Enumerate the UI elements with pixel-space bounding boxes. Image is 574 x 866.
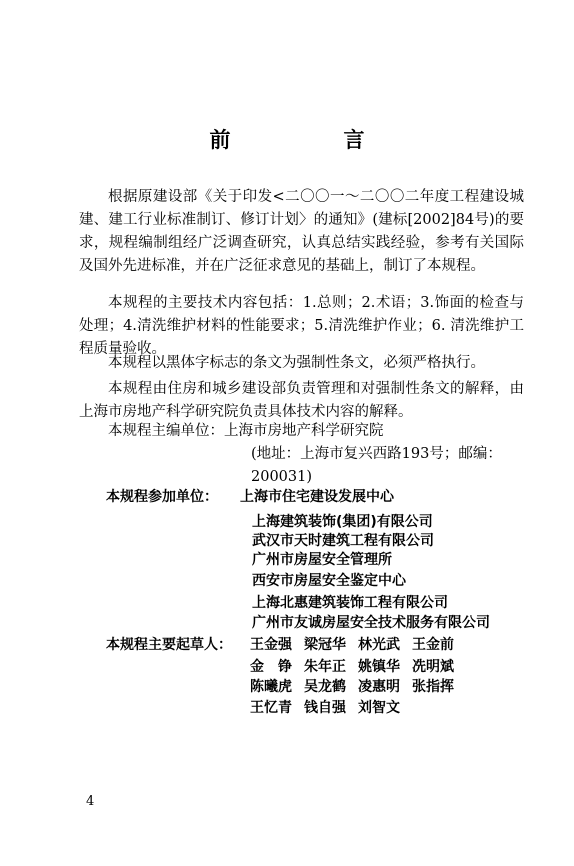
chief-editor-unit: 本规程主编单位：上海市房地产科学研究院 <box>108 423 384 439</box>
drafter-name: 冼明斌 <box>412 659 454 675</box>
drafter-name: 王金前 <box>412 637 454 653</box>
participant-item: 上海建筑装饰(集团)有限公司 <box>252 514 433 530</box>
drafter-name: 钱自强 <box>304 700 346 716</box>
page-number: 4 <box>86 794 95 809</box>
drafter-name: 林光武 <box>358 637 400 653</box>
participant-item: 西安市房屋安全鉴定中心 <box>252 573 406 589</box>
drafter-name: 刘智文 <box>358 700 400 716</box>
drafter-name: 金 铮 <box>250 659 292 675</box>
participant-item: 广州市房屋安全管理所 <box>252 552 392 568</box>
participant-item: 上海市住宅建设发展中心 <box>240 489 394 505</box>
participant-item: 上海北惠建筑装饰工程有限公司 <box>252 595 448 611</box>
drafter-name: 姚镇华 <box>358 659 400 675</box>
drafter-name: 吴龙鹤 <box>304 679 346 695</box>
drafter-name: 陈曦虎 <box>250 679 292 695</box>
page-title: 前 言 <box>209 128 411 152</box>
intro-paragraph-3: 本规程以黑体字标志的条文为强制性条文，必须严格执行。 <box>108 355 485 371</box>
drafter-name: 凌惠明 <box>358 679 400 695</box>
intro-paragraph-1: 根据原建设部《关于印发<二〇〇一～二〇〇二年度工程建设城建、建工行业标准制订、修订计划〉的通知》(建标[2002]84号)的要求，规程编制组经广泛调查研究，认真总结实践经验，参考有关国际及国外先进标准，并在广泛征求意见的基础上，制订了本规程。 <box>79 189 524 274</box>
participant-item: 广州市友诚房屋安全技术服务有限公司 <box>252 615 490 631</box>
intro-paragraph-4: 本规程由住房和城乡建设部负责管理和对强制性条文的解释，由上海市房地产科学研究院负责具体技术内容的解释。 <box>79 381 524 420</box>
drafter-name: 梁冠华 <box>304 637 346 653</box>
drafter-name: 朱年正 <box>304 659 346 675</box>
drafters-label: 本规程主要起草人： <box>106 637 232 653</box>
drafters-row <box>250 656 466 676</box>
chief-editor-address: (地址：上海市复兴西路193号；邮编： 200031) <box>251 446 502 485</box>
intro-paragraph-2: 本规程的主要技术内容包括：1.总则；2.术语；3.饰面的检查与处理；4.清洗维护材料的性能要求；5.清洗维护作业；6. 清洗维护工程质量验收。 <box>79 295 524 357</box>
participants-label: 本规程参加单位： <box>106 489 218 505</box>
drafter-name: 王忆青 <box>250 700 292 716</box>
drafters-row <box>250 676 466 696</box>
drafters-row <box>250 697 412 717</box>
drafter-name: 张指挥 <box>412 679 454 695</box>
participant-item: 武汉市天时建筑工程有限公司 <box>252 533 434 549</box>
drafter-name: 王金强 <box>250 637 292 653</box>
drafters-row <box>250 634 466 654</box>
